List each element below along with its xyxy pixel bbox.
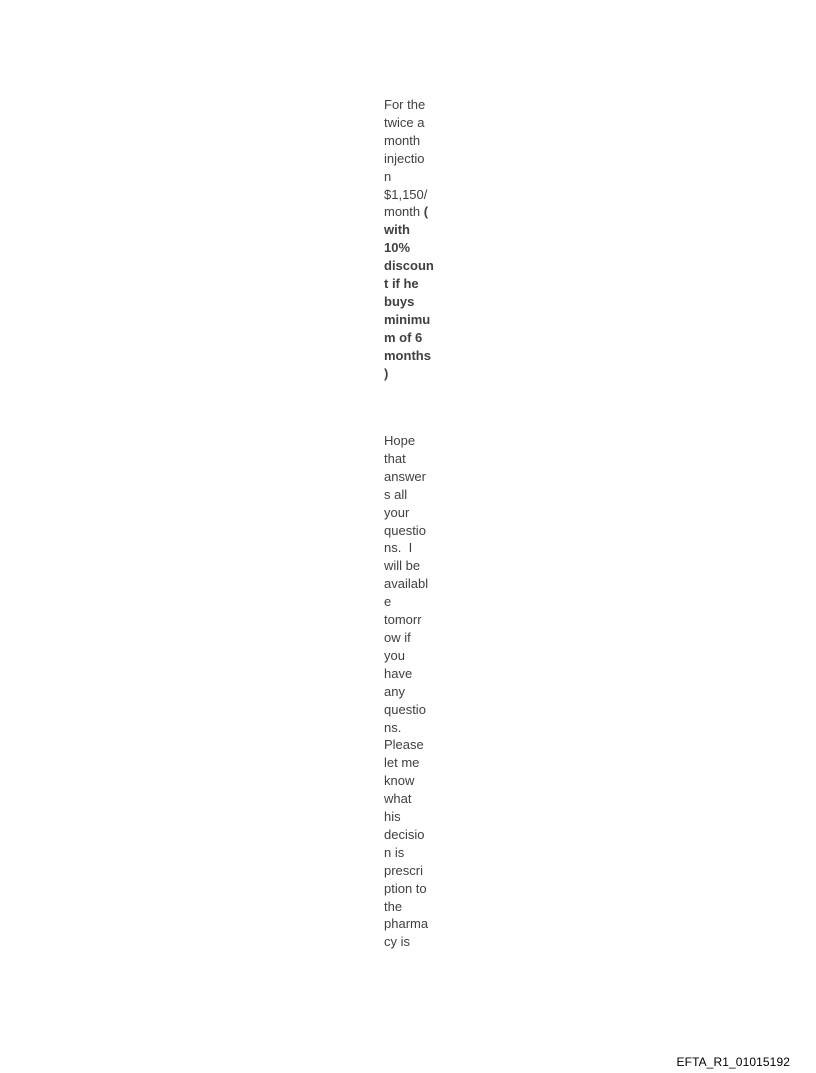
closing-line: any (384, 683, 405, 699)
closing-line: pharma (384, 916, 429, 932)
price-paragraph (384, 96, 444, 383)
closing-line: tomorr (384, 612, 422, 628)
closing-line: you (384, 647, 405, 663)
closing-line: your (384, 504, 410, 520)
closing-line: questio (384, 522, 426, 538)
closing-line: cy is (384, 934, 410, 950)
closing-line: know (384, 773, 415, 789)
discount-line: t if he (384, 276, 419, 292)
discount-line: ) (384, 365, 389, 381)
closing-line: have (384, 665, 413, 681)
price-mixed-line (384, 203, 444, 221)
discount-line: months (384, 347, 431, 363)
closing-line: s all (384, 486, 408, 502)
price-line-bold-part: ( (423, 204, 429, 220)
closing-line: that (384, 450, 406, 466)
closing-line: prescri (384, 862, 424, 878)
closing-line: availabl (384, 576, 429, 592)
document-id-footer: EFTA_R1_01015192 (676, 1055, 790, 1069)
closing-paragraph (384, 432, 444, 951)
closing-line: the (384, 898, 403, 914)
discount-line: minimu (384, 311, 431, 327)
discount-line: 10% (384, 240, 411, 256)
closing-line: decisio (384, 826, 425, 842)
closing-line: ow if (384, 629, 411, 645)
closing-line: ns. (384, 719, 402, 735)
price-line: For the (384, 97, 426, 112)
closing-line: answer (384, 468, 426, 484)
price-amount-line: $1,150/ (384, 186, 428, 202)
discount-line: buys (384, 293, 415, 309)
discount-line: m of 6 (384, 329, 423, 345)
closing-line: his (384, 809, 401, 825)
closing-line: ns. I (384, 540, 413, 556)
discount-line: discoun (384, 258, 434, 274)
closing-line: what (384, 791, 412, 807)
price-line: month (384, 132, 421, 148)
closing-line: n is (384, 844, 405, 860)
closing-line: questio (384, 701, 426, 717)
closing-line: let me (384, 755, 420, 771)
closing-line: Hope (384, 433, 416, 448)
closing-line: Please (384, 737, 424, 753)
closing-line: ption to (384, 880, 427, 896)
closing-line: will be (384, 558, 421, 574)
price-line: twice a (384, 114, 425, 130)
price-line: n (384, 168, 392, 184)
discount-line: with (384, 222, 410, 238)
closing-line: e (384, 594, 392, 610)
price-line-plain-part: month (384, 204, 424, 220)
price-line: injectio (384, 150, 425, 166)
